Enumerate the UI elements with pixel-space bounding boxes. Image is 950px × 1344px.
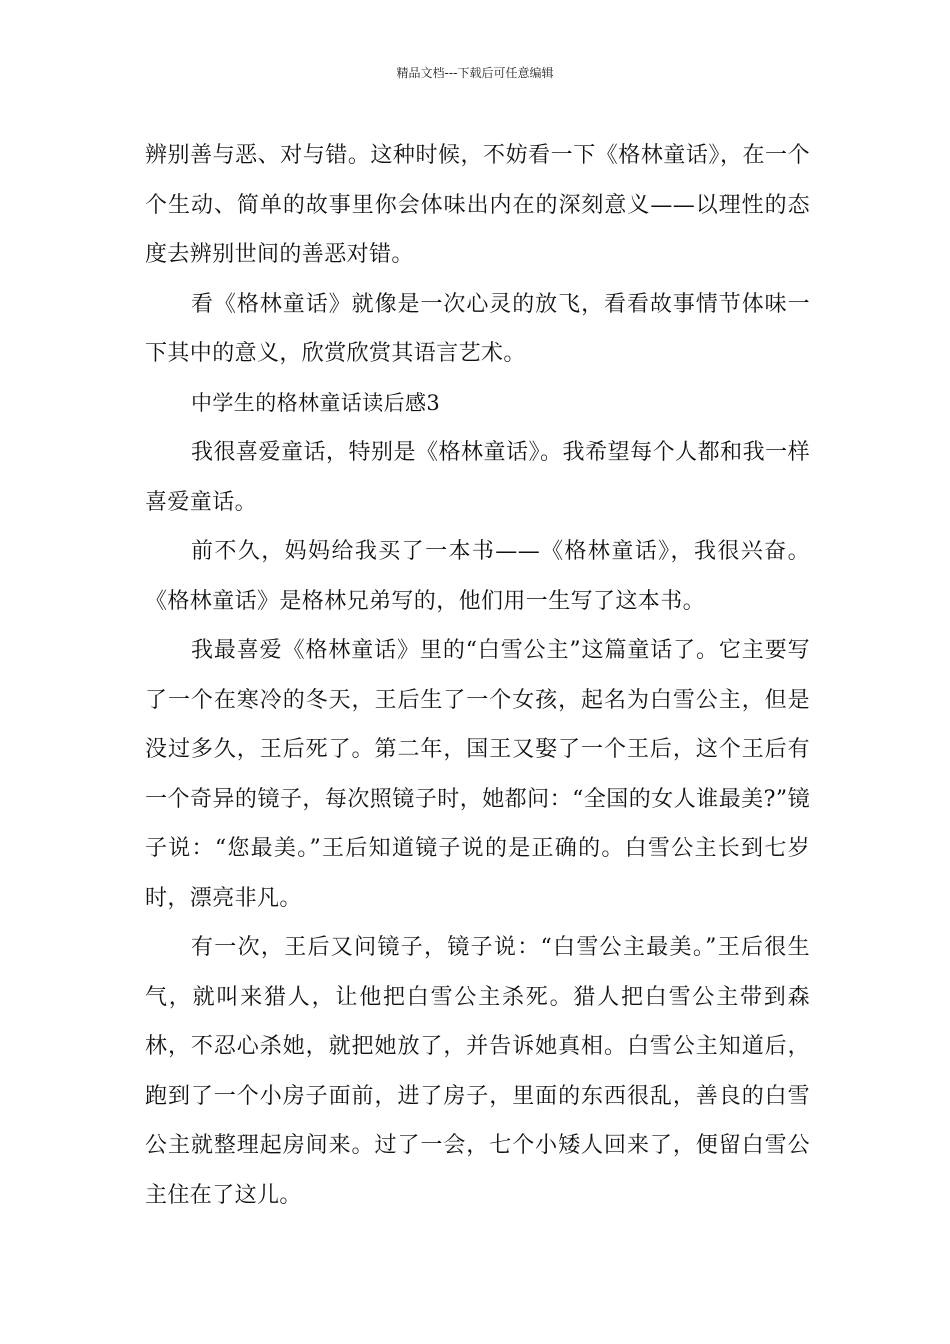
page-header: 精品文档---下载后可任意编辑: [396, 66, 554, 80]
paragraph-2: 看《格林童话》就像是一次心灵的放飞，看看故事情节体味一下其中的意义，欣赏欣赏其语言艺术。: [145, 291, 810, 366]
document-body: [145, 131, 810, 1220]
paragraph-3: 我很喜爱童话，特别是《格林童话》。我希望每个人都和我一样喜爱童话。: [145, 440, 810, 515]
section-heading: 中学生的格林童话读后感3: [191, 390, 441, 415]
paragraph-6: 有一次，王后又问镜子，镜子说：“白雪公主最美。”王后很生气，就叫来猎人，让他把白雪公主杀死。猎人把白雪公主带到森林，不忍心杀她，就把她放了，并告诉她真相。白雪公主知道后，跑到了一个小房子面前，进了房子，里面的东西很乱，善良的白雪公主就整理起房间来。过了一会，七个小矮人回来了，便留白雪公主住在了这儿。: [145, 935, 810, 1208]
paragraph-4: 前不久，妈妈给我买了一本书——《格林童话》，我很兴奋。《格林童话》是格林兄弟写的，他们用一生写了这本书。: [145, 539, 810, 614]
paragraph-5: 我最喜爱《格林童话》里的“白雪公主”这篇童话了。它主要写了一个在寒冷的冬天，王后生了一个女孩，起名为白雪公主，但是没过多久，王后死了。第二年，国王又娶了一个王后，这个王后有一个奇异的镜子，每次照镜子时，她都问：“全国的女人谁最美?”镜子说：“您最美。”王后知道镜子说的是正确的。白雪公主长到七岁时，漂亮非凡。: [145, 638, 810, 911]
paragraph-1: 辨别善与恶、对与错。这种时候，不妨看一下《格林童话》，在一个个生动、简单的故事里你会体味出内在的深刻意义——以理性的态度去辨别世间的善恶对错。: [145, 143, 810, 267]
